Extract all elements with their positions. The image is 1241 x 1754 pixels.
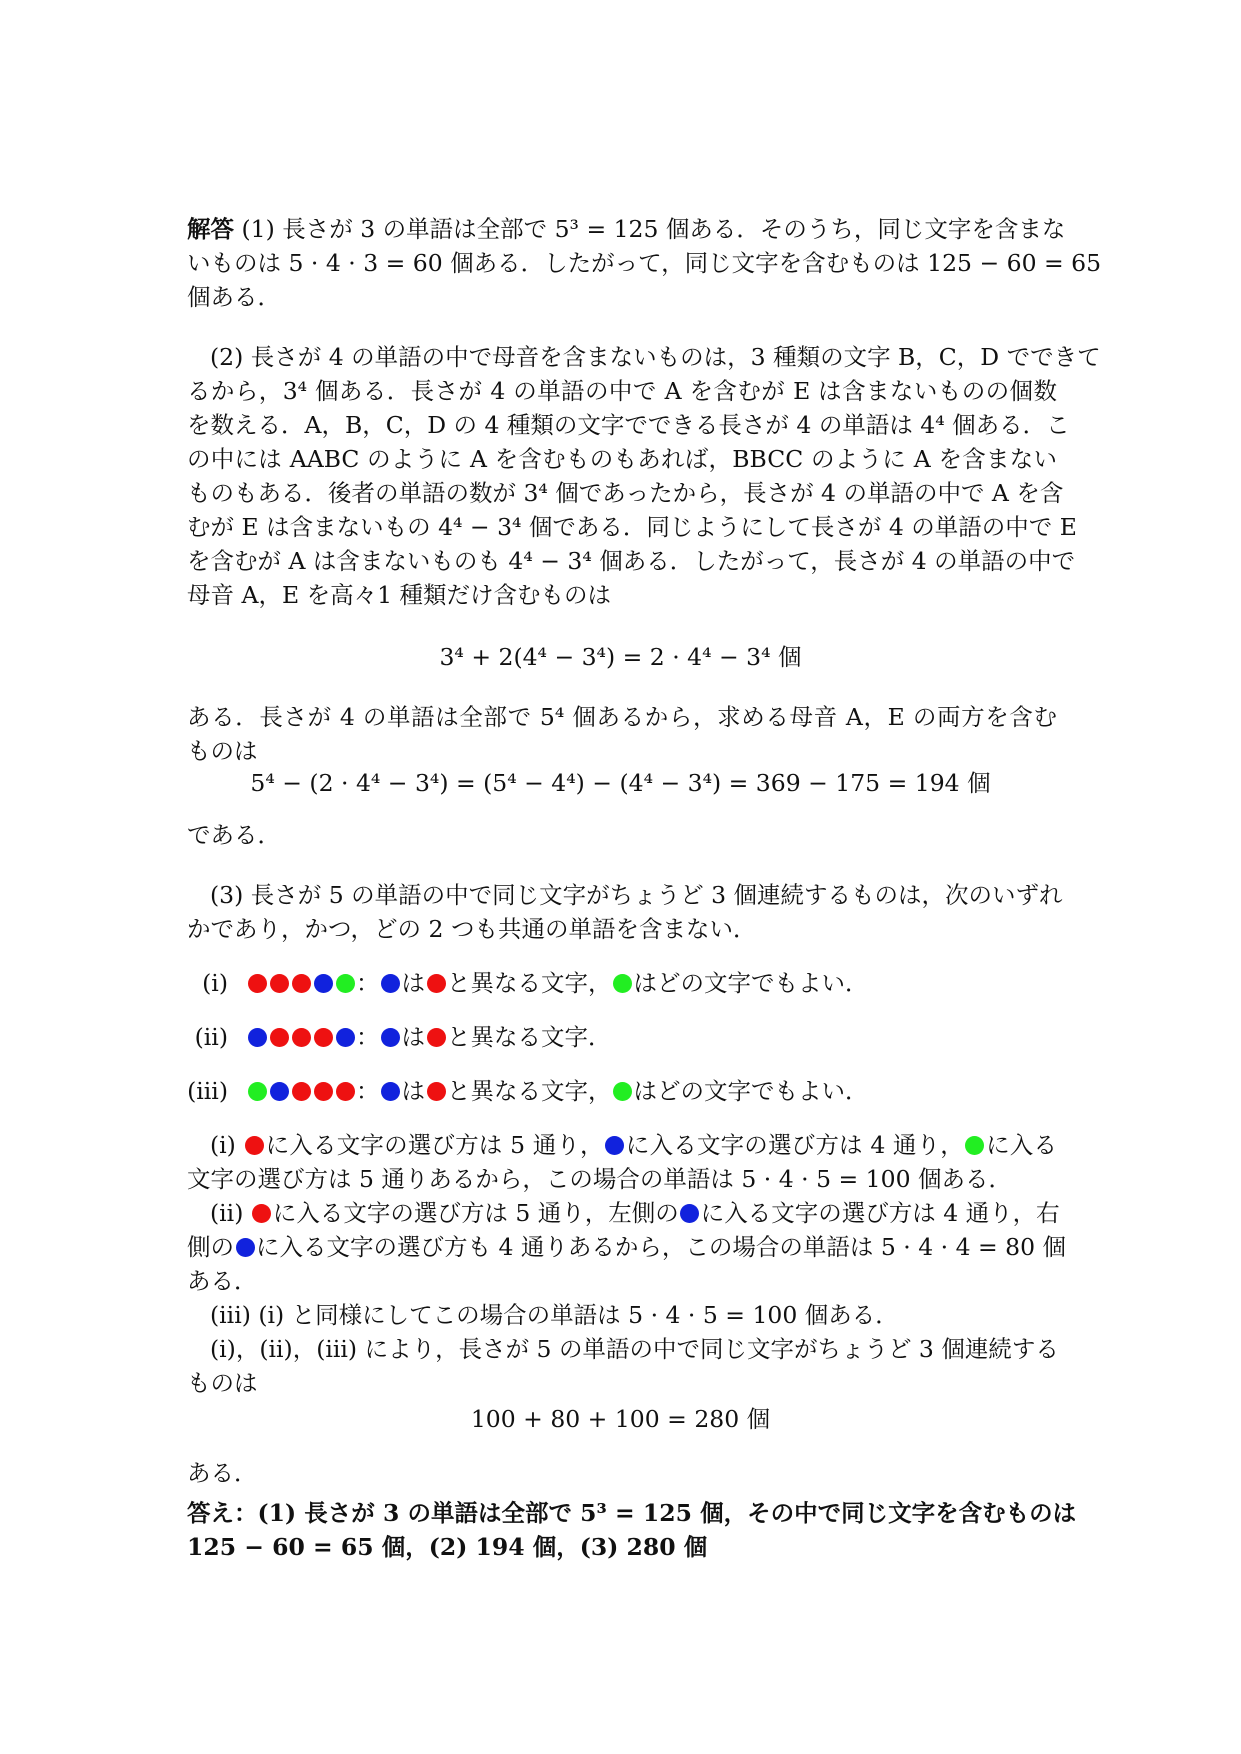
red-dot bbox=[336, 1082, 355, 1101]
blue-dot bbox=[680, 1204, 699, 1223]
p2-line6: むが E は含まないもの 4⁴ − 3⁴ 個である．同じようにして長さが 4 の単語の中で E bbox=[187, 513, 1077, 541]
p2-line8: 母音 A，E を高々1 種類だけ含むものは bbox=[187, 581, 611, 609]
blue-dot bbox=[605, 1136, 624, 1155]
p3-line2: かであり，かつ，どの 2 つも共通の単語を含まない． bbox=[187, 915, 757, 943]
blue-dot bbox=[248, 1028, 267, 1047]
case-iii: (iii) ： は と異なる文字， はどの文字でもよい． bbox=[187, 1077, 869, 1105]
red-dot bbox=[245, 1136, 264, 1155]
final-answer-line1: 答え：(1) 長さが 3 の単語は全部で 5³ = 125 個，その中で同じ文字を含むものは bbox=[187, 1499, 1077, 1527]
red-dot bbox=[292, 1028, 311, 1047]
red-dot bbox=[427, 1028, 446, 1047]
red-dot bbox=[292, 974, 311, 993]
red-dot bbox=[314, 1028, 333, 1047]
blue-dot bbox=[236, 1238, 255, 1257]
p3-case2-line1: (ii) に入る文字の選び方は 5 通り，左側の に入る文字の選び方は 4 通り，右 bbox=[210, 1199, 1060, 1227]
case-i: (i) ： は と異なる文字， はどの文字でもよい． bbox=[202, 969, 869, 997]
p3-summary1: (i)，(ii)，(iii) により，長さが 5 の単語の中で同じ文字がちょうど 3 個連続する bbox=[210, 1335, 1059, 1363]
p2-after3: である． bbox=[187, 821, 281, 849]
p2-after1: ある．長さが 4 の単語は全部で 5⁴ 個あるから，求める母音 A，E の両方を含む bbox=[187, 703, 1057, 731]
blue-dot bbox=[270, 1082, 289, 1101]
p3-case1-line1: (i) に入る文字の選び方は 5 通り， に入る文字の選び方は 4 通り， に入る bbox=[210, 1131, 1057, 1159]
p1-line1: 解答 (1) 長さが 3 の単語は全部で 5³ = 125 個ある．そのうち，同じ文字を含まな bbox=[187, 215, 1066, 243]
p3-line1: (3) 長さが 5 の単語の中で同じ文字がちょうど 3 個連続するものは，次のいずれ bbox=[210, 881, 1063, 909]
p3-case2-line2: 側の に入る文字の選び方も 4 通りあるから，この場合の単語は 5 · 4 · 4 = 80 個 bbox=[187, 1233, 1067, 1261]
green-dot bbox=[613, 974, 632, 993]
red-dot bbox=[427, 974, 446, 993]
p3-case1-line2: 文字の選び方は 5 通りあるから，この場合の単語は 5 · 4 · 5 = 100 個ある． bbox=[187, 1165, 1012, 1193]
p2-line5: ものもある．後者の単語の数が 3⁴ 個であったから，長さが 4 の単語の中で A を含 bbox=[187, 479, 1064, 507]
green-dot bbox=[336, 974, 355, 993]
green-dot bbox=[613, 1082, 632, 1101]
p3-case3: (iii) (i) と同様にしてこの場合の単語は 5 · 4 · 5 = 100 個ある． bbox=[210, 1301, 899, 1329]
blue-dot bbox=[314, 974, 333, 993]
p2-after2: ものは bbox=[187, 737, 258, 765]
p3-equation: 100 + 80 + 100 = 280 個 bbox=[470, 1405, 771, 1433]
blue-dot bbox=[381, 1028, 400, 1047]
answer-heading: 解答 bbox=[187, 215, 234, 243]
green-dot bbox=[248, 1082, 267, 1101]
p2-line3: を数える．A，B，C，D の 4 種類の文字でできる長さが 4 の単語は 4⁴ 個ある．こ bbox=[187, 411, 1070, 439]
p2-line2: るから，3⁴ 個ある．長さが 4 の単語の中で A を含むが E は含まないものの個数 bbox=[187, 377, 1057, 405]
case-ii: (ii) ： は と異なる文字． bbox=[194, 1023, 612, 1051]
red-dot bbox=[292, 1082, 311, 1101]
p2-equation2: 5⁴ − (2 · 4⁴ − 3⁴) = (5⁴ − 4⁴) − (4⁴ − 3⁴) = 369 − 175 = 194 個 bbox=[250, 769, 991, 797]
p2-line7: を含むが A は含まないものも 4⁴ − 3⁴ 個ある．したがって，長さが 4 の単語の中で bbox=[187, 547, 1076, 575]
p2-line4: の中には AABC のように A を含むものもあれば，BBCC のように A を含まない bbox=[187, 445, 1057, 473]
red-dot bbox=[248, 974, 267, 993]
p3-case2-line3: ある． bbox=[187, 1267, 258, 1295]
p3-after: ある． bbox=[187, 1459, 258, 1487]
red-dot bbox=[270, 1028, 289, 1047]
p2-equation1: 3⁴ + 2(4⁴ − 3⁴) = 2 · 4⁴ − 3⁴ 個 bbox=[439, 643, 802, 671]
red-dot bbox=[252, 1204, 271, 1223]
green-dot bbox=[965, 1136, 984, 1155]
final-answer-line2: 125 − 60 = 65 個，(2) 194 個，(3) 280 個 bbox=[187, 1533, 708, 1561]
blue-dot bbox=[336, 1028, 355, 1047]
red-dot bbox=[314, 1082, 333, 1101]
p1-line3: 個ある． bbox=[187, 283, 281, 311]
p1-line2: いものは 5 · 4 · 3 = 60 個ある．したがって，同じ文字を含むものは 125 − 60 = 65 bbox=[187, 249, 1102, 277]
blue-dot bbox=[381, 1082, 400, 1101]
blue-dot bbox=[381, 974, 400, 993]
p2-line1: (2) 長さが 4 の単語の中で母音を含まないものは，3 種類の文字 B，C，D でできて bbox=[210, 343, 1101, 371]
red-dot bbox=[270, 974, 289, 993]
red-dot bbox=[427, 1082, 446, 1101]
p3-summary2: ものは bbox=[187, 1369, 258, 1397]
